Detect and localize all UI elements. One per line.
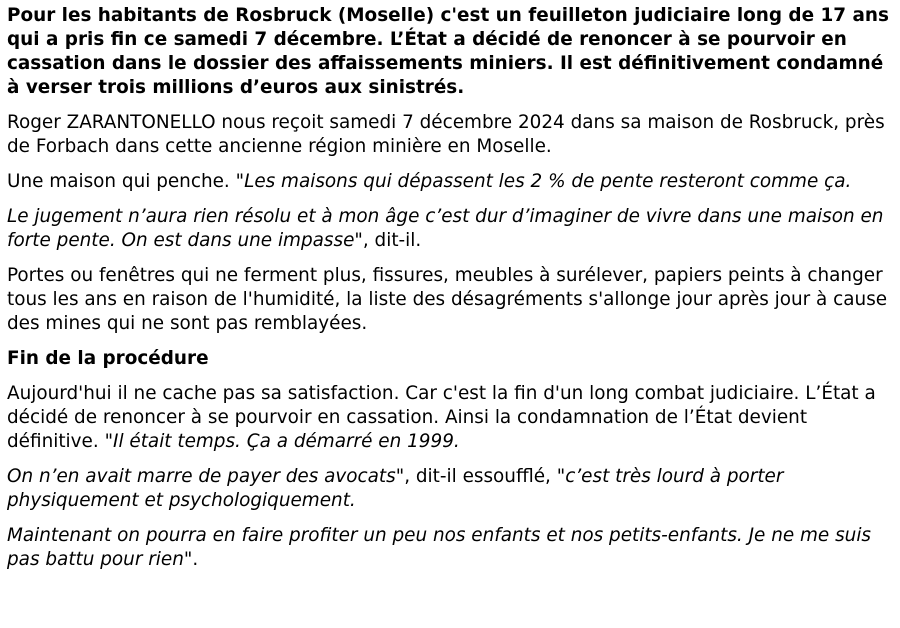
paragraph-lawyers-attribution: ", dit-il essoufflé, <box>395 466 557 487</box>
quote-slope: "Les maisons qui dépassent les 2 % de pente resteront comme ça. <box>235 171 852 192</box>
paragraph-damages: Portes ou fenêtres qui ne ferment plus, fissures, meubles à surélever, papiers peints à changer tous les ans en raison de l'humidité, la liste des désagréments s'allonge jour après jour à cause des mines qui ne sont pas remblayées. <box>7 265 888 334</box>
paragraph-children <box>7 524 893 572</box>
paragraph-impasse-attribution: ", dit-il. <box>354 230 422 251</box>
article-lead: Pour les habitants de Rosbruck (Moselle) c'est un feuilleton judiciaire long de 17 ans qui a pris fin ce samedi 7 décembre. L’État a décidé de renoncer à se pourvoir en cassation dans le dossier des affaissements miniers. Il est définitivement condamné à verser trois millions d’euros aux sinistrés. <box>7 5 889 98</box>
quote-1999: "Il était temps. Ça a démarré en 1999. <box>104 431 460 452</box>
paragraph-procedure-end-text: Aujourd'hui il ne cache pas sa satisfaction. Car c'est la fin d'un long combat judiciaire. L’État a décidé de renoncer à se pourvoir en cassation. Ainsi la condamnation de l’État devient définitive. <box>7 383 876 452</box>
paragraph-visit: Roger ZARANTONELLO nous reçoit samedi 7 décembre 2024 dans sa maison de Rosbruck, près de Forbach dans cette ancienne région minière en Moselle. <box>7 112 885 157</box>
quote-lawyers: On n’en avait marre de payer des avocats <box>7 466 396 487</box>
paragraph-lawyers <box>7 465 893 513</box>
quote-children: Maintenant on pourra en faire profiter un peu nos enfants et nos petits-enfants. Je ne me suis pas battu pour rien <box>7 525 872 570</box>
article-body <box>7 4 893 572</box>
paragraph-impasse <box>7 205 893 253</box>
quote-heavy-burden: "c’est très lourd à porter physiquement et psychologiquement. <box>7 466 784 511</box>
paragraph-house-slope-text: Une maison qui penche. <box>7 171 236 192</box>
section-heading: Fin de la procédure <box>7 348 209 369</box>
paragraph-procedure-end <box>7 382 893 454</box>
paragraph-house-slope <box>7 170 893 194</box>
paragraph-children-tail: ". <box>183 549 199 570</box>
quote-impasse: Le jugement n’aura rien résolu et à mon âge c’est dur d’imaginer de vivre dans une maison en forte pente. On est dans une impasse <box>7 206 884 251</box>
